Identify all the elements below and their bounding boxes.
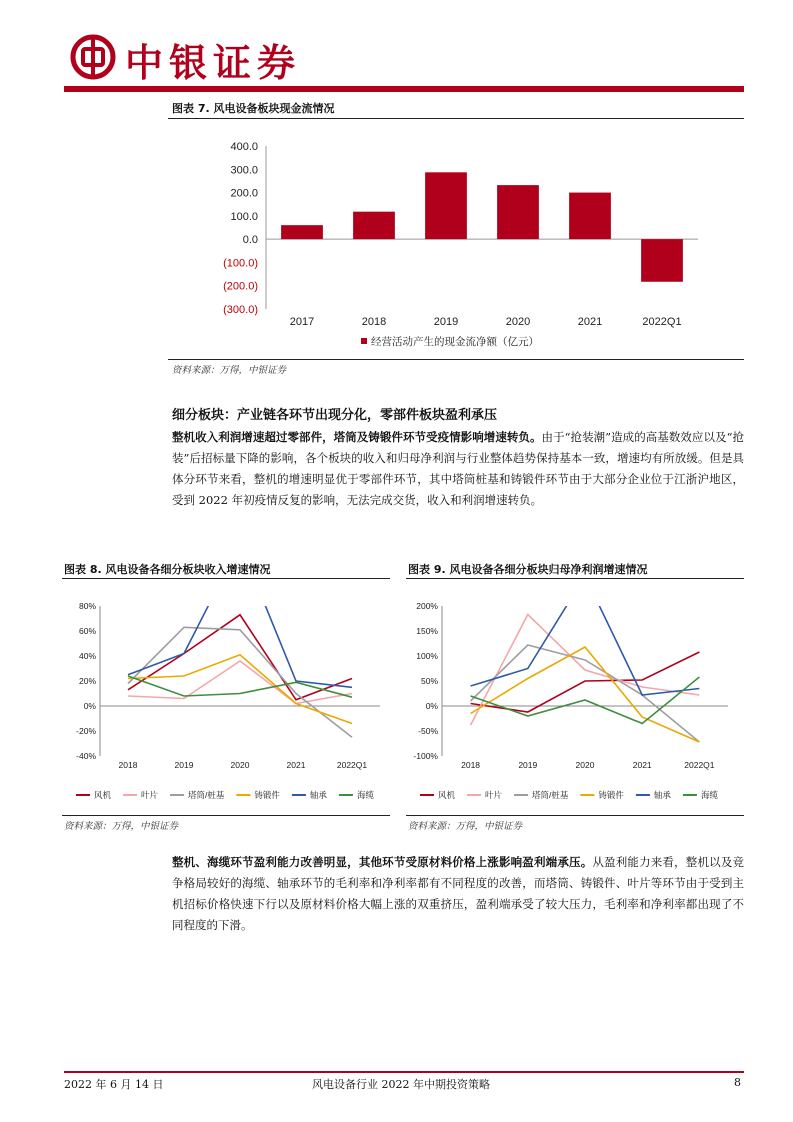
x-tick-label: 2021 [632,760,652,770]
x-tick-label: 2020 [505,316,531,328]
figure-8-source: 资料来源：万得，中银证券 [64,821,179,832]
x-tick-label: 2018 [118,760,138,770]
figure-9-chart [406,590,744,810]
y-tick-label: -20% [76,726,96,736]
paragraph-1-body: 由于“抢装潮”造成的高基数效应以及“抢装”后招标量下降的影响，各个板块的收入和归母净利润与行业整体趋势保持基本一致，增速均有所放缓。但是具体分环节来看，整机的增速明显优于零部件环节，其中塔筒桩基和铸锻件环节由于大部分企业位于江浙沪地区，受到 2022 年初疫情反复的影响，无法完成交货，收入和利润增速转负。 [172,430,745,507]
y-tick-label: (100.0) [223,257,258,270]
paragraph-2-body: 从盈利能力来看，整机以及竞争格局较好的海缆、轴承环节的毛利率和净利率都有不同程度的改善，而塔筒、铸锻件、叶片等环节由于受到主机招标价格快速下行以及原材料价格大幅上涨的双重挤压，盈利端承受了较大压力，毛利率和净利率都出现了不同程度的下滑。 [172,855,744,932]
x-tick-label: 2020 [230,760,250,770]
brand-header [70,30,330,86]
y-tick-label: 200.0 [230,187,258,200]
x-tick-label: 2019 [174,760,194,770]
figure-9-title: 图表 9. 风电设备各细分板块归母净利润增速情况 [408,563,648,576]
legend-label: 塔筒/桩基 [188,790,225,800]
bar [353,212,395,239]
legend-label: 叶片 [141,790,159,800]
legend-label: 轴承 [309,790,327,800]
figure-9-source: 资料来源：万得，中银证券 [408,821,523,832]
y-tick-label: 40% [78,651,96,661]
figure-7-source: 资料来源：万得，中银证券 [172,365,287,376]
bar [425,172,467,239]
y-tick-label: -40% [76,751,96,761]
y-tick-label: 0% [83,701,96,711]
paragraph-2 [172,852,744,936]
y-tick-label: 100% [416,651,438,661]
bar [641,239,683,282]
paragraph-2-lead: 整机、海缆环节盈利能力改善明显，其他环节受原材料价格上涨影响盈利端承压。 [172,855,593,869]
figure-8-chart [62,590,392,810]
series-line [471,647,700,742]
y-tick-label: -100% [413,751,438,761]
figure-8-bottom-rule [62,815,390,816]
legend-label: 海缆 [700,790,718,800]
footer-report-title: 风电设备行业 2022 年中期投资策略 [312,1078,490,1091]
y-tick-label: 50% [420,676,438,686]
y-tick-label: 0% [425,701,438,711]
bar [281,225,323,239]
footer-rule [64,1071,744,1073]
x-tick-label: 2018 [361,316,387,328]
y-tick-label: 80% [78,601,96,611]
legend-label: 风机 [438,790,456,800]
bar [497,185,539,239]
legend-label: 风机 [94,790,112,800]
y-tick-label: -50% [418,726,438,736]
paragraph-1-lead: 整机收入利润增速超过零部件，塔筒及铸锻件环节受疫情影响增速转负。 [172,430,542,444]
page-number: 8 [734,1076,741,1089]
y-tick-label: 400.0 [230,141,258,153]
figure-7-chart [168,125,744,357]
x-tick-label: 2022Q1 [336,760,368,770]
series-line [471,677,700,724]
x-tick-label: 2019 [518,760,538,770]
legend-label: 叶片 [485,790,503,800]
x-tick-label: 2022Q1 [684,760,715,770]
y-tick-label: (200.0) [223,280,258,293]
paragraph-1 [172,427,744,511]
series-line [128,615,352,700]
header-rule [64,86,744,92]
legend-label: 塔筒/桩基 [532,790,569,800]
bank-of-china-logo [70,34,116,80]
x-tick-label: 2021 [286,760,306,770]
legend-label: 海缆 [356,790,374,800]
legend-label: 经营活动产生的现金流净额（亿元） [371,336,539,348]
footer-date: 2022 年 6 月 14 日 [64,1078,164,1091]
legend-label: 轴承 [653,790,671,800]
series-line [471,652,700,712]
figure-8-top-rule [62,578,390,579]
brand-name: 中银证券 [125,41,302,85]
figure-7-title: 图表 7. 风电设备板块现金流情况 [172,102,335,115]
figure-7-bottom-rule [168,359,744,360]
series-line [128,590,352,687]
y-tick-label: (300.0) [223,304,258,316]
y-tick-label: 60% [78,626,96,636]
y-tick-label: 20% [78,676,96,686]
legend-label: 铸锻件 [598,790,624,800]
y-tick-label: 100.0 [230,210,258,223]
x-tick-label: 2020 [575,760,595,770]
legend-label: 铸锻件 [254,790,280,800]
x-tick-label: 2021 [577,316,603,328]
x-tick-label: 2019 [433,316,459,328]
series-line [128,627,352,737]
figure-9-top-rule [406,578,744,579]
figure-7-top-rule [168,118,744,119]
figure-9-bottom-rule [406,815,744,816]
x-tick-label: 2022Q1 [642,316,682,328]
y-tick-label: 300.0 [230,164,258,177]
series-line [471,590,700,695]
series-line [128,676,352,697]
y-tick-label: 200% [416,601,438,611]
series-line [128,655,352,724]
x-tick-label: 2018 [461,760,481,770]
x-tick-label: 2017 [289,316,315,328]
y-tick-label: 150% [416,626,438,636]
y-tick-label: 0.0 [242,234,258,247]
legend-swatch [361,338,367,344]
figure-8-title: 图表 8. 风电设备各细分板块收入增速情况 [64,563,271,576]
section-title: 细分板块：产业链各环节出现分化，零部件板块盈利承压 [172,408,498,423]
bar [569,193,611,240]
